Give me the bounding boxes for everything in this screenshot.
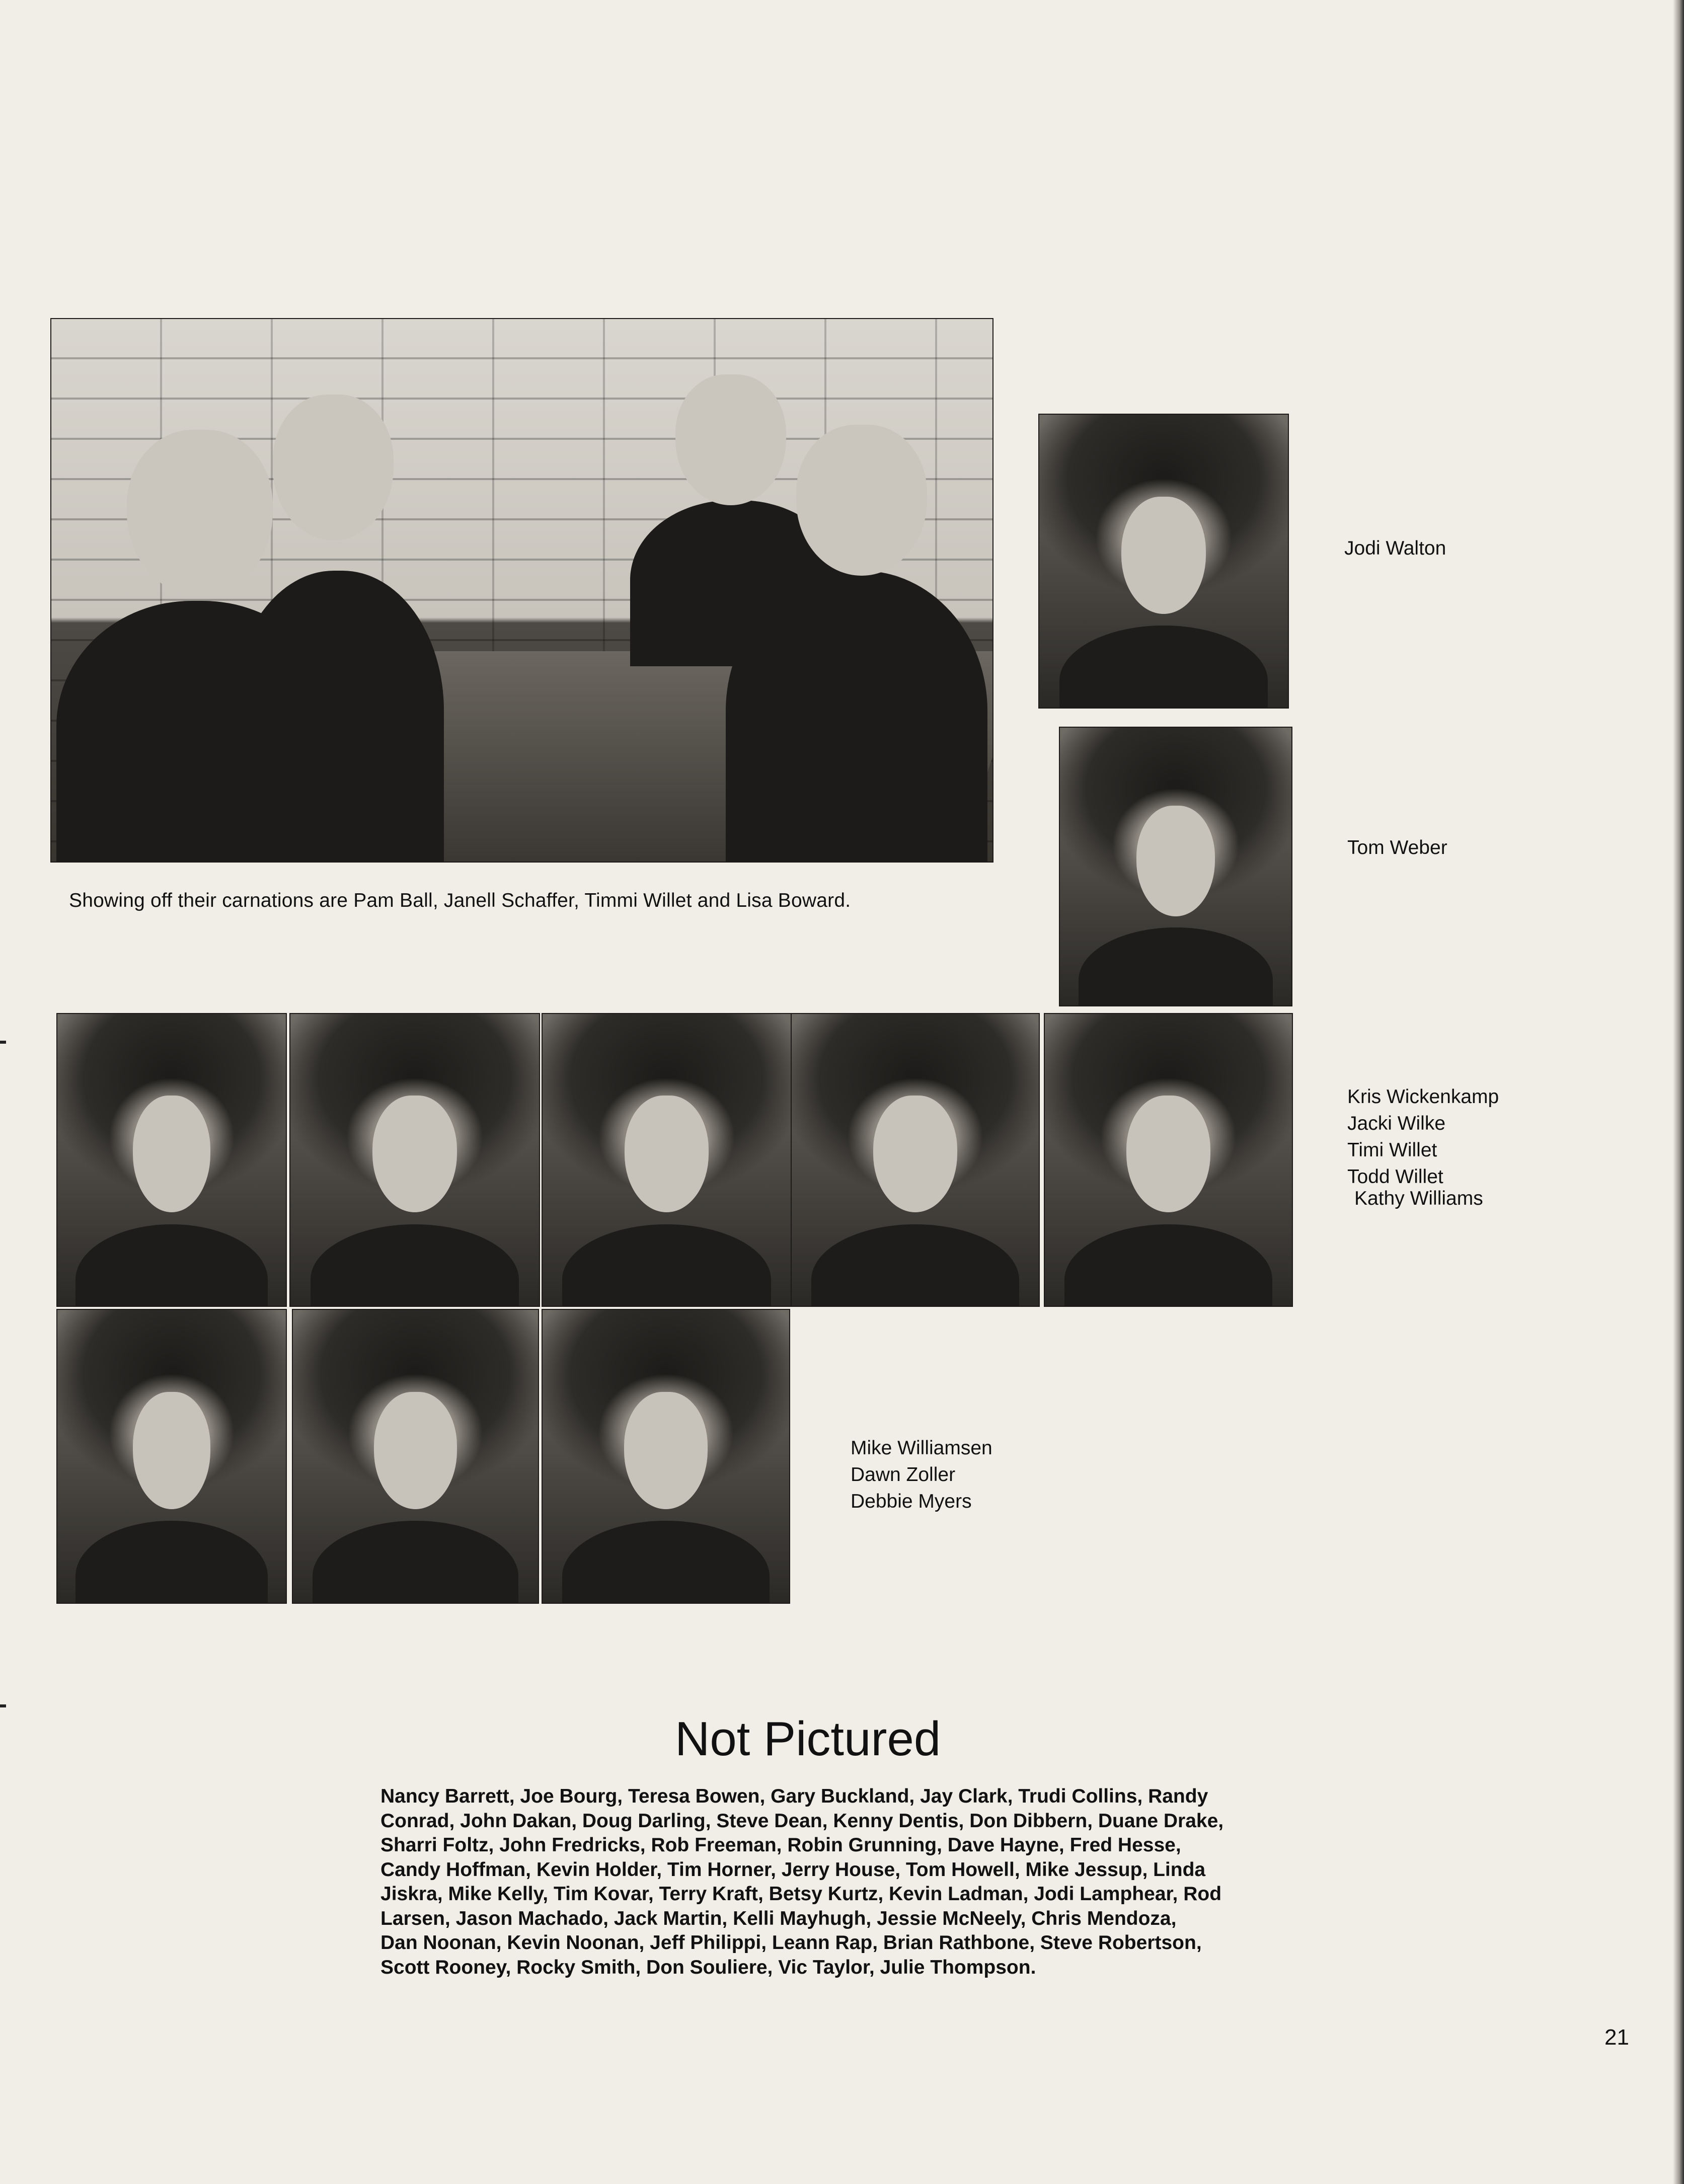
person-face	[273, 395, 394, 540]
portrait-photo	[56, 1013, 287, 1307]
portrait-name: Jacki Wilke	[1347, 1113, 1446, 1134]
portrait-name: Dawn Zoller	[851, 1464, 956, 1486]
person-face	[675, 374, 786, 505]
person-silhouette	[233, 571, 444, 863]
portrait-photo	[1059, 727, 1292, 1006]
not-pictured-line: Larsen, Jason Machado, Jack Martin, Kelli Mayhugh, Jessie McNeely, Chris Mendoza,	[380, 1907, 1177, 1929]
portrait-name: Mike Williamsen	[851, 1437, 992, 1459]
portrait-name: Kris Wickenkamp	[1347, 1086, 1499, 1108]
not-pictured-list	[380, 1784, 1276, 1980]
not-pictured-line: Nancy Barrett, Joe Bourg, Teresa Bowen, Gary Buckland, Jay Clark, Trudi Collins, Randy	[380, 1785, 1208, 1807]
portrait-photo	[289, 1013, 540, 1307]
portrait-name: Tom Weber	[1347, 837, 1447, 859]
portrait-name: Todd Willet	[1347, 1166, 1443, 1188]
group-photo	[50, 318, 993, 863]
page-number: 21	[1604, 2025, 1629, 2050]
portrait-photo	[56, 1309, 287, 1604]
portrait-name-list	[851, 1435, 992, 1515]
portrait-name: Jodi Walton	[1344, 537, 1446, 559]
portrait-photo	[542, 1309, 790, 1604]
person-face	[127, 430, 273, 596]
page-edge-shadow	[1673, 0, 1684, 2184]
binding-mark	[0, 1704, 6, 1707]
portrait-photo	[1038, 414, 1289, 709]
portrait-photo	[542, 1013, 792, 1307]
person-face	[796, 425, 927, 576]
not-pictured-line: Conrad, John Dakan, Doug Darling, Steve Dean, Kenny Dentis, Don Dibbern, Duane Drake,	[380, 1810, 1224, 1832]
portrait-photo	[1044, 1013, 1293, 1307]
portrait-name: Debbie Myers	[851, 1491, 972, 1512]
not-pictured-line: Dan Noonan, Kevin Noonan, Jeff Philippi, Leann Rap, Brian Rathbone, Steve Robertson,	[380, 1932, 1202, 1954]
portrait-name-list	[1347, 1083, 1499, 1212]
binding-mark	[0, 1041, 6, 1044]
not-pictured-line: Sharri Foltz, John Fredricks, Rob Freeman, Robin Grunning, Dave Hayne, Fred Hesse,	[380, 1834, 1181, 1856]
group-photo-caption: Showing off their carnations are Pam Ball, Janell Schaffer, Timmi Willet and Lisa Boward.	[69, 890, 851, 911]
person-silhouette	[726, 571, 987, 863]
not-pictured-line: Jiskra, Mike Kelly, Tim Kovar, Terry Kraft, Betsy Kurtz, Kevin Ladman, Jodi Lamphear, Rod	[380, 1883, 1222, 1905]
portrait-photo	[791, 1013, 1040, 1307]
portrait-name: Kathy Williams	[1354, 1188, 1483, 1209]
not-pictured-line: Candy Hoffman, Kevin Holder, Tim Horner, Jerry House, Tom Howell, Mike Jessup, Linda	[380, 1858, 1206, 1881]
portrait-photo	[292, 1309, 539, 1604]
not-pictured-line: Scott Rooney, Rocky Smith, Don Souliere, Vic Taylor, Julie Thompson.	[380, 1956, 1036, 1978]
not-pictured-title: Not Pictured	[675, 1712, 941, 1766]
portrait-name: Timi Willet	[1347, 1139, 1437, 1161]
